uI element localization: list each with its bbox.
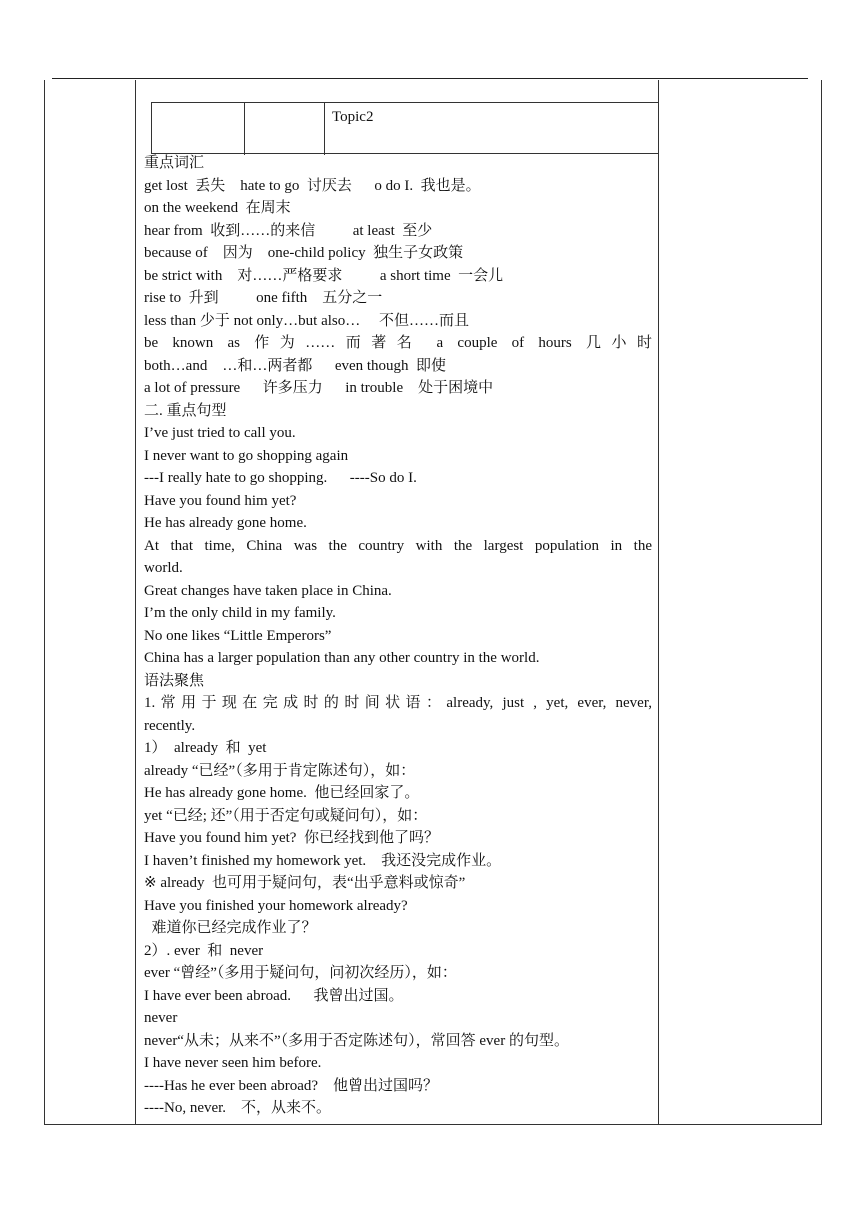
text-line: Have you found him yet? xyxy=(144,492,297,509)
inner-table xyxy=(151,102,659,154)
text-line: ever “曾经”（多用于疑问句，问初次经历），如： xyxy=(144,965,457,981)
text-line: be known as 作为……而著名 a couple of hours 几小时 xyxy=(144,335,652,351)
section-heading: 语法聚焦 xyxy=(144,672,205,689)
text-line: on the weekend 在周末 xyxy=(144,200,291,216)
text-line: 1.常用于现在完成时的时间状语：already, just , yet, ever, never, xyxy=(144,695,652,711)
text-line: get lost 丢失 hate to go 讨厌去 o do I. 我也是。 xyxy=(144,177,481,194)
text-line: No one likes “Little Emperors” xyxy=(144,627,332,644)
text-line: already “已经”（多用于肯定陈述句），如： xyxy=(144,762,416,779)
section-heading: 二. 重点句型 xyxy=(144,402,227,419)
text-line: a lot of pressure 许多压力 in trouble 处于困境中 xyxy=(144,380,494,396)
section-heading: 重点词汇 xyxy=(144,155,205,171)
text-line: never xyxy=(144,1010,178,1026)
column-divider-left xyxy=(135,80,136,1124)
text-line: less than 少于 not only…but also… 不但……而且 xyxy=(144,312,469,329)
column-divider-right xyxy=(658,80,659,1124)
text-line: I’ve just tried to call you. xyxy=(144,425,296,441)
lesson-content xyxy=(144,152,652,1120)
text-line: recently. xyxy=(144,717,196,734)
text-line: ---I really hate to go shopping. ----So do I. xyxy=(144,470,417,486)
header-rule xyxy=(52,78,808,79)
text-line: I’m the only child in my family. xyxy=(144,605,336,621)
text-line: hear from 收到……的来信 at least 至少 xyxy=(144,222,433,239)
inner-cell-1 xyxy=(152,103,245,155)
text-line: ※ already 也可用于疑问句，表“出乎意料或惊奇” xyxy=(144,875,466,891)
text-line: yet “已经; 还”（用于否定句或疑问句），如： xyxy=(144,807,428,824)
text-line: 1） already 和 yet xyxy=(144,740,267,756)
text-line: both…and …和…两者都 even though 即使 xyxy=(144,357,447,374)
text-line: be strict with 对……严格要求 a short time 一会儿 xyxy=(144,267,504,284)
text-line: He has already gone home. 他已经回家了。 xyxy=(144,785,420,801)
text-line: At that time, China was the country with the largest population in the xyxy=(144,537,652,554)
text-line: ----No, never. 不，从来不。 xyxy=(144,1100,332,1116)
text-line: I haven’t finished my homework yet. 我还没完成作业。 xyxy=(144,852,502,869)
text-line: I have ever been abroad. 我曾出过国。 xyxy=(144,987,404,1004)
text-line: never“从未；从来不”（多用于否定陈述句），常回答 ever 的句型。 xyxy=(144,1032,569,1049)
text-line: China has a larger population than any other country in the world. xyxy=(144,650,540,666)
text-line: I never want to go shopping again xyxy=(144,447,349,464)
text-line: 2）. ever 和 never xyxy=(144,942,264,959)
text-line: Have you found him yet? 你已经找到他了吗？ xyxy=(144,830,439,846)
text-line: rise to 升到 one fifth 五分之一 xyxy=(144,290,383,306)
text-line: He has already gone home. xyxy=(144,515,307,531)
text-line: I have never seen him before. xyxy=(144,1055,322,1071)
text-line: Have you finished your homework already? xyxy=(144,897,408,914)
text-line: ----Has he ever been abroad? 他曾出过国吗？ xyxy=(144,1077,439,1094)
inner-cell-2 xyxy=(244,103,325,155)
text-line: because of 因为 one-child policy 独生子女政策 xyxy=(144,245,464,261)
text-line: Great changes have taken place in China. xyxy=(144,582,392,599)
text-line: world. xyxy=(144,560,183,576)
topic-label: Topic2 xyxy=(332,109,374,125)
text-line: 难道你已经完成作业了？ xyxy=(144,920,317,936)
